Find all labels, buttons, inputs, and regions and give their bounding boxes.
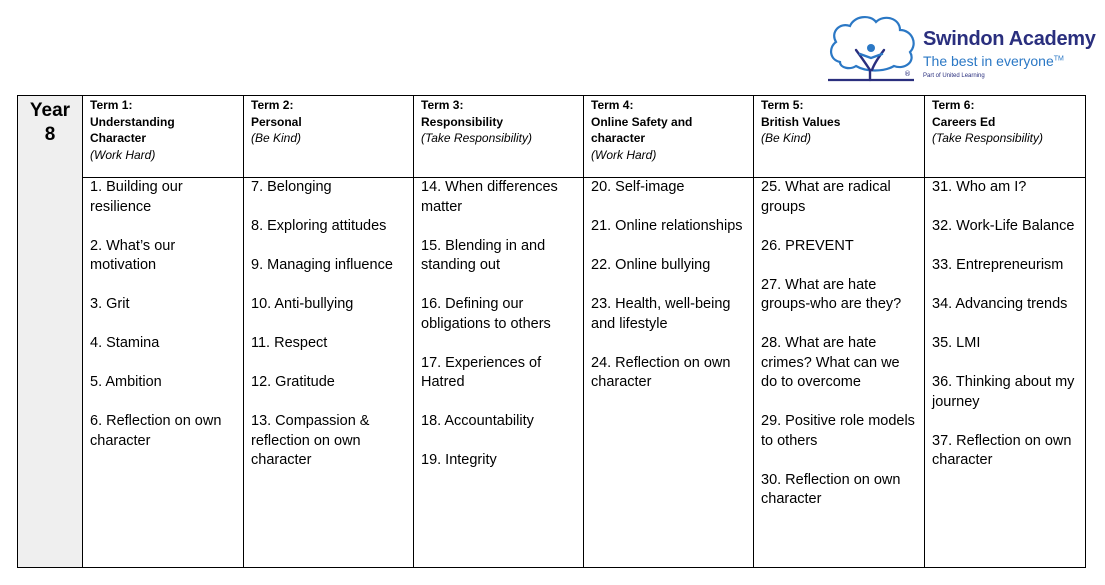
year-8-curriculum-table [17, 95, 1086, 568]
list-item: 30. Reflection on own character [761, 471, 901, 507]
table-header-row [18, 96, 1086, 178]
list-item: 8. Exploring attitudes [251, 218, 387, 234]
list-item: 28. What are hate crimes? What can we do to overcome [761, 335, 900, 390]
list-item: 14. When differences matter [421, 179, 558, 215]
list-item: 31. Who am I? [932, 179, 1027, 195]
term-topics-cell [414, 178, 584, 568]
list-item: 5. Ambition [90, 374, 162, 390]
logo-part-of: Part of United Learning [923, 73, 985, 79]
list-item: 26. PREVENT [761, 237, 854, 254]
topic-list [584, 178, 753, 393]
term-topics-cell [925, 178, 1086, 568]
list-item: 16. Defining our obligations to others [421, 296, 551, 332]
year-label: Year 8 [29, 100, 71, 145]
list-item: 22. Online bullying [591, 257, 711, 273]
list-item: 27. What are hate groups-who are they? [761, 276, 902, 312]
list-item: 25. What are radical groups [761, 179, 891, 215]
list-item: 20. Self-image [591, 179, 685, 195]
term-topics-cell [754, 178, 925, 568]
list-item: 19. Integrity [421, 452, 497, 468]
list-item: 17. Experiences of Hatred [421, 354, 542, 390]
list-item: 24. Reflection on own character [591, 354, 731, 390]
term-header: Term 1: Understanding Character (Work Hard) [83, 96, 244, 178]
list-item: 35. LMI [932, 335, 981, 351]
list-item: 2. What’s our motivation [90, 237, 176, 273]
term-header: Term 2: Personal (Be Kind) [244, 96, 414, 178]
list-item: 11. Respect [251, 335, 328, 351]
term-topics-cell [83, 178, 244, 568]
topic-list [754, 178, 924, 510]
term-header: Term 4: Online Safety and character (Work Hard) [584, 96, 754, 178]
list-item: 9. Managing influence [251, 257, 393, 273]
tree-logo-icon [826, 12, 921, 84]
trademark-mark: TM [1053, 55, 1064, 63]
list-item: 7. Belonging [251, 179, 332, 195]
list-item: 6. Reflection on own character [90, 413, 222, 449]
list-item: 10. Anti-bullying [251, 296, 354, 312]
topic-list [244, 178, 413, 471]
list-item: 33. Entrepreneurism [932, 257, 1064, 273]
topic-list [83, 178, 243, 451]
year-cell [18, 96, 83, 568]
list-item: 12. Gratitude [251, 374, 335, 390]
list-item: 34. Advancing trends [932, 296, 1068, 312]
term-topics-cell [584, 178, 754, 568]
topic-list [414, 178, 583, 471]
list-item: 37. Reflection on own character [932, 432, 1072, 468]
table-topics-row [18, 178, 1086, 568]
list-item: 3. Grit [90, 296, 130, 312]
list-item: 23. Health, well-being and lifestyle [591, 296, 731, 332]
list-item: 29. Positive role models to others [761, 413, 915, 449]
logo-tagline: The best in everyone™ [923, 53, 1064, 69]
swindon-academy-logo [826, 12, 1096, 84]
term-topics-cell [244, 178, 414, 568]
list-item: 4. Stamina [90, 335, 160, 351]
term-header: Term 5: British Values (Be Kind) [754, 96, 925, 178]
term-header: Term 6: Careers Ed (Take Responsibility) [925, 96, 1086, 178]
logo-name: Swindon Academy [923, 28, 1096, 50]
term-header: Term 3: Responsibility (Take Responsibility) [414, 96, 584, 178]
list-item: 36. Thinking about my journey [932, 374, 1075, 410]
list-item: 1. Building our resilience [90, 179, 183, 215]
list-item: 13. Compassion & reflection on own character [251, 413, 370, 468]
list-item: 21. Online relationships [591, 218, 743, 234]
list-item: 15. Blending in and standing out [421, 237, 546, 273]
svg-text:®: ® [904, 70, 911, 78]
list-item: 32. Work-Life Balance [932, 218, 1075, 234]
topic-list [925, 178, 1085, 471]
list-item: 18. Accountability [421, 413, 534, 429]
